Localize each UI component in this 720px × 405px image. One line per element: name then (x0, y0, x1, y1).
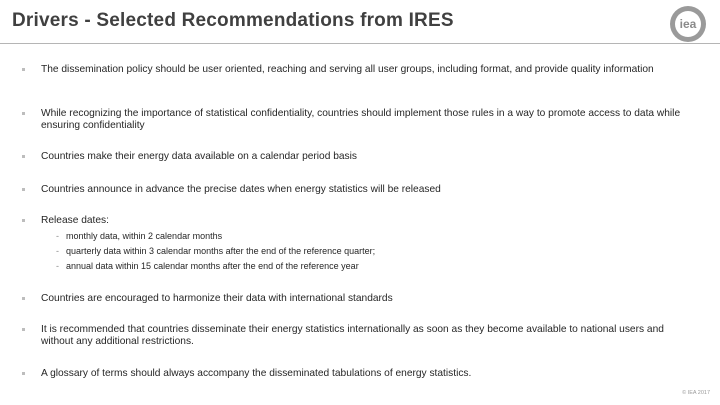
iea-logo (670, 6, 706, 42)
sub-bullet-text: monthly data, within 2 calendar months (66, 231, 223, 241)
bullet-text: Release dates: (41, 215, 109, 226)
sub-bullet-marker: - (56, 246, 59, 256)
copyright-footer: © IEA 2017 (682, 390, 710, 396)
bullet-text: While recognizing the importance of statistical confidentiality, countries should implement those rules in a way to promote access to data while ensuring confidentiality (41, 108, 681, 131)
bullet-marker (22, 372, 25, 375)
bullet-text: It is recommended that countries disseminate their energy statistics internationally as soon as they become available to national users and without any additional restrictions. (41, 324, 664, 347)
bullet-text: Countries announce in advance the precise dates when energy statistics will be released (41, 184, 441, 195)
bullet-text: The dissemination policy should be user oriented, reaching and serving all user groups, including format, and provide quality information (41, 64, 654, 75)
bullet-marker (22, 219, 25, 222)
bullet-marker (22, 68, 25, 71)
bullet-marker (22, 328, 25, 331)
page-title: Drivers - Selected Recommendations from IRES (12, 10, 454, 31)
sub-bullet-marker: - (56, 261, 59, 271)
sub-bullet-text: quarterly data within 3 calendar months after the end of the reference quarter; (66, 246, 376, 256)
sub-bullet-text: annual data within 15 calendar months after the end of the reference year (66, 261, 359, 271)
sub-bullet-marker: - (56, 231, 59, 241)
bullet-text: Countries are encouraged to harmonize their data with international standards (41, 293, 393, 304)
title-divider (0, 43, 720, 44)
bullet-marker (22, 297, 25, 300)
bullet-marker (22, 188, 25, 191)
bullet-marker (22, 155, 25, 158)
bullet-text: Countries make their energy data available on a calendar period basis (41, 151, 358, 162)
iea-logo-text: iea (675, 11, 701, 37)
bullet-text: A glossary of terms should always accompany the disseminated tabulations of energy statistics. (41, 368, 472, 379)
bullet-marker (22, 112, 25, 115)
